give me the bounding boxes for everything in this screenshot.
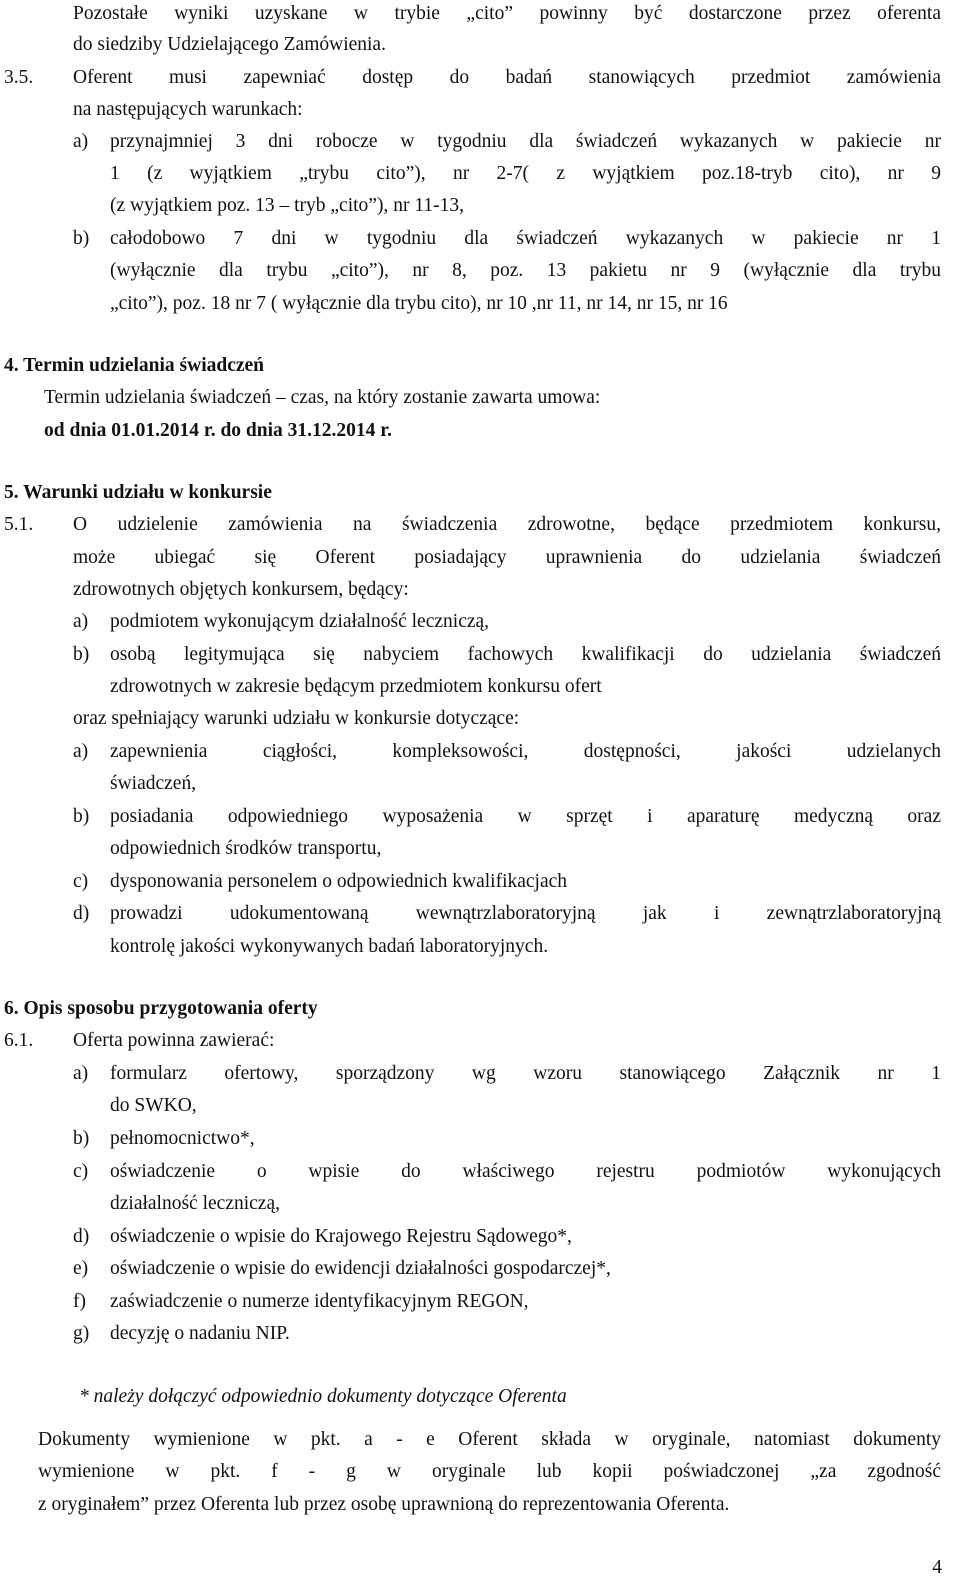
s6-paragraph-line-3: z oryginałem” przez Oferenta lub przez osobę uprawnioną do reprezentowania Oferenta. — [38, 1494, 730, 1515]
s6-paragraph-line-1: Dokumenty wymienione w pkt. a - e Oferent składa w oryginale, natomiast dokumenty — [38, 1429, 941, 1450]
s6-item-d-label: d) — [73, 1226, 90, 1247]
s35-item-b-line-1: całodobowo 7 dni w tygodniu dla świadczeń wykazanych w pakiecie nr 1 — [110, 228, 941, 249]
s5-item-a-label: a) — [73, 611, 89, 632]
s5-cond-d-line-2: kontrolę jakości wykonywanych badań laboratoryjnych. — [110, 936, 549, 957]
section-heading-5: 5. Warunki udziału w konkursie — [4, 482, 272, 503]
s5-cond-c-line-1: dysponowania personelem o odpowiednich kwalifikacjach — [110, 871, 568, 892]
s6-item-g-line-1: decyzję o nadaniu NIP. — [110, 1323, 290, 1344]
section-number-3-5: 3.5. — [4, 67, 34, 88]
s6-item-e-label: e) — [73, 1258, 89, 1279]
s5-cond-a-line-1: zapewnienia ciągłości, kompleksowości, dostępności, jakości udzielanych — [110, 741, 941, 762]
footnote-note: * należy dołączyć odpowiednio dokumenty dotyczące Oferenta — [79, 1386, 567, 1407]
s6-item-a-label: a) — [73, 1063, 89, 1084]
s35-item-b-label: b) — [73, 228, 90, 249]
s4-line-1: Termin udzielania świadczeń – czas, na który zostanie zawarta umowa: — [44, 387, 601, 408]
s6-item-b-line-1: pełnomocnictwo*, — [110, 1128, 255, 1149]
s5-line-2: może ubiegać się Oferent posiadający uprawnienia do udzielania świadczeń — [73, 547, 941, 568]
s6-item-f-label: f) — [73, 1291, 86, 1312]
section-number-6-1: 6.1. — [4, 1030, 34, 1051]
s5-line-1: O udzielenie zamówienia na świadczenia zdrowotne, będące przedmiotem konkursu, — [73, 514, 941, 535]
s5-item-a-line-1: podmiotem wykonującym działalność leczniczą, — [110, 611, 490, 632]
s6-item-c-line-1: oświadczenie o wpisie do właściwego rejestru podmiotów wykonujących — [110, 1161, 941, 1182]
intro-line-2: do siedziby Udzielającego Zamówienia. — [73, 34, 386, 55]
s5-cond-d-line-1: prowadzi udokumentowaną wewnątrzlaboratoryjną jak i zewnątrzlaboratoryjną — [110, 903, 941, 924]
s4-dates: od dnia 01.01.2014 r. do dnia 31.12.2014 r. — [44, 420, 393, 441]
s35-item-b-line-2: (wyłącznie dla trybu „cito”), nr 8, poz. 13 pakietu nr 9 (wyłącznie dla trybu — [110, 260, 941, 281]
s35-item-b-line-3: „cito”), poz. 18 nr 7 ( wyłącznie dla trybu cito), nr 10 ,nr 11, nr 14, nr 15, nr 16 — [110, 293, 728, 314]
s6-item-b-label: b) — [73, 1128, 90, 1149]
s5-item-b-line-1: osobą legitymująca się nabyciem fachowych kwalifikacji do udzielania świadczeń — [110, 644, 941, 665]
s6-item-e-line-1: oświadczenie o wpisie do ewidencji działalności gospodarczej*, — [110, 1258, 611, 1279]
s5-cond-c-label: c) — [73, 871, 89, 892]
page-number: 4 — [932, 1557, 942, 1578]
s6-item-c-label: c) — [73, 1161, 89, 1182]
s6-item-a-line-2: do SWKO, — [110, 1095, 197, 1116]
s5-item-b-line-2: zdrowotnych w zakresie będącym przedmiotem konkursu ofert — [110, 676, 602, 697]
s35-item-a-line-3: (z wyjątkiem poz. 13 – tryb „cito”), nr 11-13, — [110, 195, 464, 216]
s6-paragraph-line-2: wymienione w pkt. f - g w oryginale lub kopii poświadczonej „za zgodność — [38, 1461, 941, 1482]
s6-item-d-line-1: oświadczenie o wpisie do Krajowego Rejestru Sądowego*, — [110, 1226, 572, 1247]
s5-cond-b-line-1: posiadania odpowiedniego wyposażenia w sprzęt i aparaturę medyczną oraz — [110, 806, 941, 827]
s35-item-a-line-2: 1 (z wyjątkiem „trybu cito”), nr 2-7( z wyjątkiem poz.18-tryb cito), nr 9 — [110, 163, 941, 184]
s35-item-a-label: a) — [73, 131, 89, 152]
s5-cond-b-line-2: odpowiednich środków transportu, — [110, 838, 382, 859]
s5-cond-a-line-2: świadczeń, — [110, 773, 197, 794]
s35-item-a-line-1: przynajmniej 3 dni robocze w tygodniu dla świadczeń wykazanych w pakiecie nr — [110, 131, 941, 152]
s6-item-a-line-1: formularz ofertowy, sporządzony wg wzoru stanowiącego Załącznik nr 1 — [110, 1063, 941, 1084]
s6-item-f-line-1: zaświadczenie o numerze identyfikacyjnym REGON, — [110, 1291, 529, 1312]
section-heading-6: 6. Opis sposobu przygotowania oferty — [4, 998, 318, 1019]
section-heading-4: 4. Termin udzielania świadczeń — [4, 355, 265, 376]
s5-conditions-intro: oraz spełniający warunki udziału w konkursie dotyczące: — [73, 708, 520, 729]
s6-item-g-label: g) — [73, 1323, 90, 1344]
s5-item-b-label: b) — [73, 644, 90, 665]
section-number-5-1: 5.1. — [4, 514, 34, 535]
s6-item-c-line-2: działalność leczniczą, — [110, 1193, 280, 1214]
s5-cond-b-label: b) — [73, 806, 90, 827]
s5-cond-a-label: a) — [73, 741, 89, 762]
intro-line-1: Pozostałe wyniki uzyskane w trybie „cito” powinny być dostarczone przez oferenta — [73, 3, 941, 24]
s35-line-2: na następujących warunkach: — [73, 99, 303, 120]
s5-cond-d-label: d) — [73, 903, 90, 924]
s5-line-3: zdrowotnych objętych konkursem, będący: — [73, 579, 409, 600]
s6-line-1: Oferta powinna zawierać: — [73, 1030, 275, 1051]
s35-line-1: Oferent musi zapewniać dostęp do badań stanowiących przedmiot zamówienia — [73, 67, 941, 88]
